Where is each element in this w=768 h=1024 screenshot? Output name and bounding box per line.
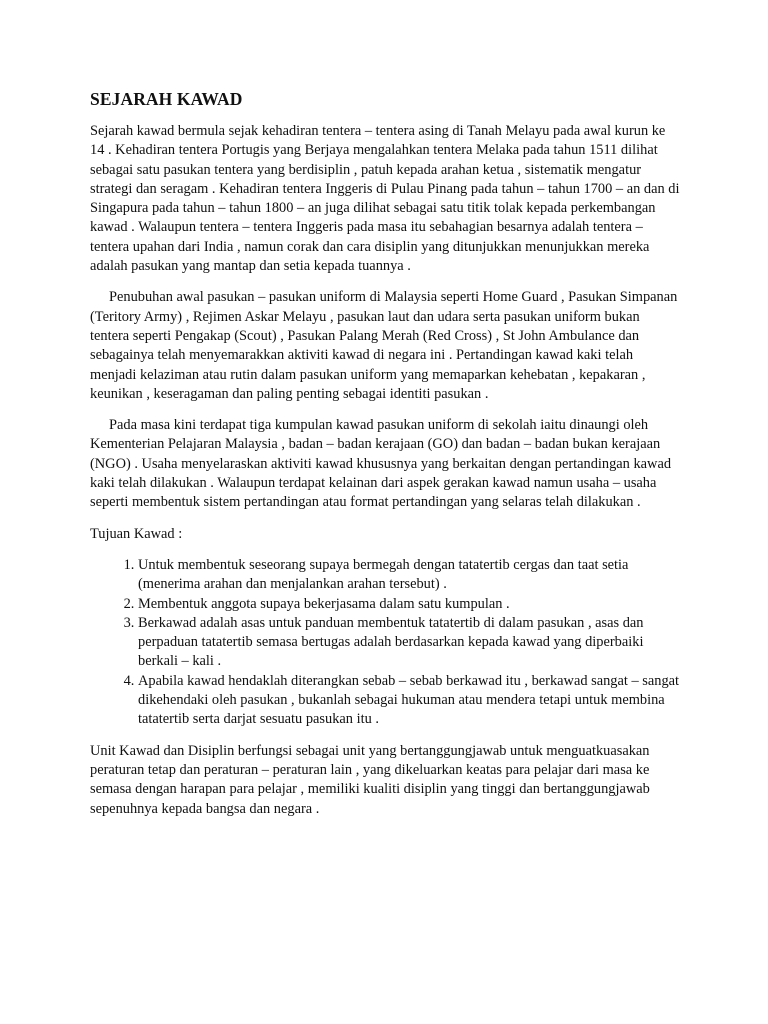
aims-list [90,556,680,730]
paragraph-school-groups: Pada masa kini terdapat tiga kumpulan kawad pasukan uniform di sekolah iaitu dinaungi oleh Kementerian Pelajaran Malaysia , badan – badan kerajaan (GO) dan badan – badan bukan kerajaan (NGO) . Usaha menyelaraskan aktiviti kawad khususnya yang berkaitan dengan pertandingan kawad kaki telah dilakukan . Walaupun terdapat kelainan dari aspek gerakan kawad namun usaha – usaha seperti membentuk sistem pertandingan atau format pertandingan yang selaras telah dilakukan . [90,417,672,511]
aims-heading: Tujuan Kawad : [90,525,183,542]
paragraph-closing: Unit Kawad dan Disiplin berfungsi sebagai unit yang bertanggungjawab untuk menguatkuasakan peraturan tetap dan peraturan – peraturan lain , yang dikeluarkan keatas para pelajar dari masa ke semasa dengan harapan para pelajar , memiliki kualiti disiplin yang tinggi dan bertanggungjawab sepenuhnya kepada bangsa dan negara . [90,742,650,817]
paragraph-history-intro: Sejarah kawad bermula sejak kehadiran tentera – tentera asing di Tanah Melayu pada awal kurun ke 14 . Kehadiran tentera Portugis yang Berjaya mengalahkan tentera Melaka pada tahun 1511 dilihat sebagai satu pasukan tentera yang berdisiplin , patuh kepada arahan ketua , sistematik mengatur strategi dan seragam . Kehadiran tentera Inggeris di Pulau Pinang pada tahun – tahun 1700 – an dan di Singapura pada tahun – tahun 1800 – an juga dilihat sebagai satu titik tolak kepada perkembangan kawad . Walaupun tentera – tentera Inggeris pada masa itu sebahagian besarnya adalah tentera – tentera upahan dari India , namun corak dan cara disiplin yang ditunjukkan menunjukkan mereka adalah pasukan yang mantap dan setia kepada tuannya . [90,123,680,275]
paragraph-uniform-units: Penubuhan awal pasukan – pasukan uniform di Malaysia seperti Home Guard , Pasukan Simpanan (Teritory Army) , Rejimen Askar Melayu , pasukan laut dan udara serta pasukan uniform bukan tentera seperti Pengakap (Scout) , Pasukan Palang Merah (Red Cross) , St John Ambulance dan sebagainya telah menyemarakkan aktiviti kawad di negara ini . Pertandingan kawad kaki telah menjadi kelaziman atau rutin dalam pasukan uniform yang memaparkan kehebatan , kepakaran , keunikan , keseragaman dan paling penting sebagai identiti pasukan . [90,289,678,402]
document-page [90,88,680,831]
aims-list-item: 3. Berkawad adalah asas untuk panduan membentuk tatatertib di dalam pasukan , asas dan perpaduan tatatertib semasa bertugas adalah berdasarkan kepada kawad yang diperbaiki berkali – kali . [138,614,680,672]
aims-list-item: 4. Apabila kawad hendaklah diterangkan sebab – sebab berkawad itu , berkawad sangat – sangat dikehendaki oleh pasukan , bukanlah sebagai hukuman atau mendera tetapi untuk membina tatatertib serta darjat sesuatu pasukan itu . [138,672,680,730]
aims-list-item: 2. Membentuk anggota supaya bekerjasama dalam satu kumpulan . [138,595,680,614]
aims-list-item: 1. Untuk membentuk seseorang supaya bermegah dengan tatatertib cergas dan taat setia (menerima arahan dan menjalankan arahan tersebut) . [138,556,680,595]
document-title: SEJARAH KAWAD [90,89,243,109]
